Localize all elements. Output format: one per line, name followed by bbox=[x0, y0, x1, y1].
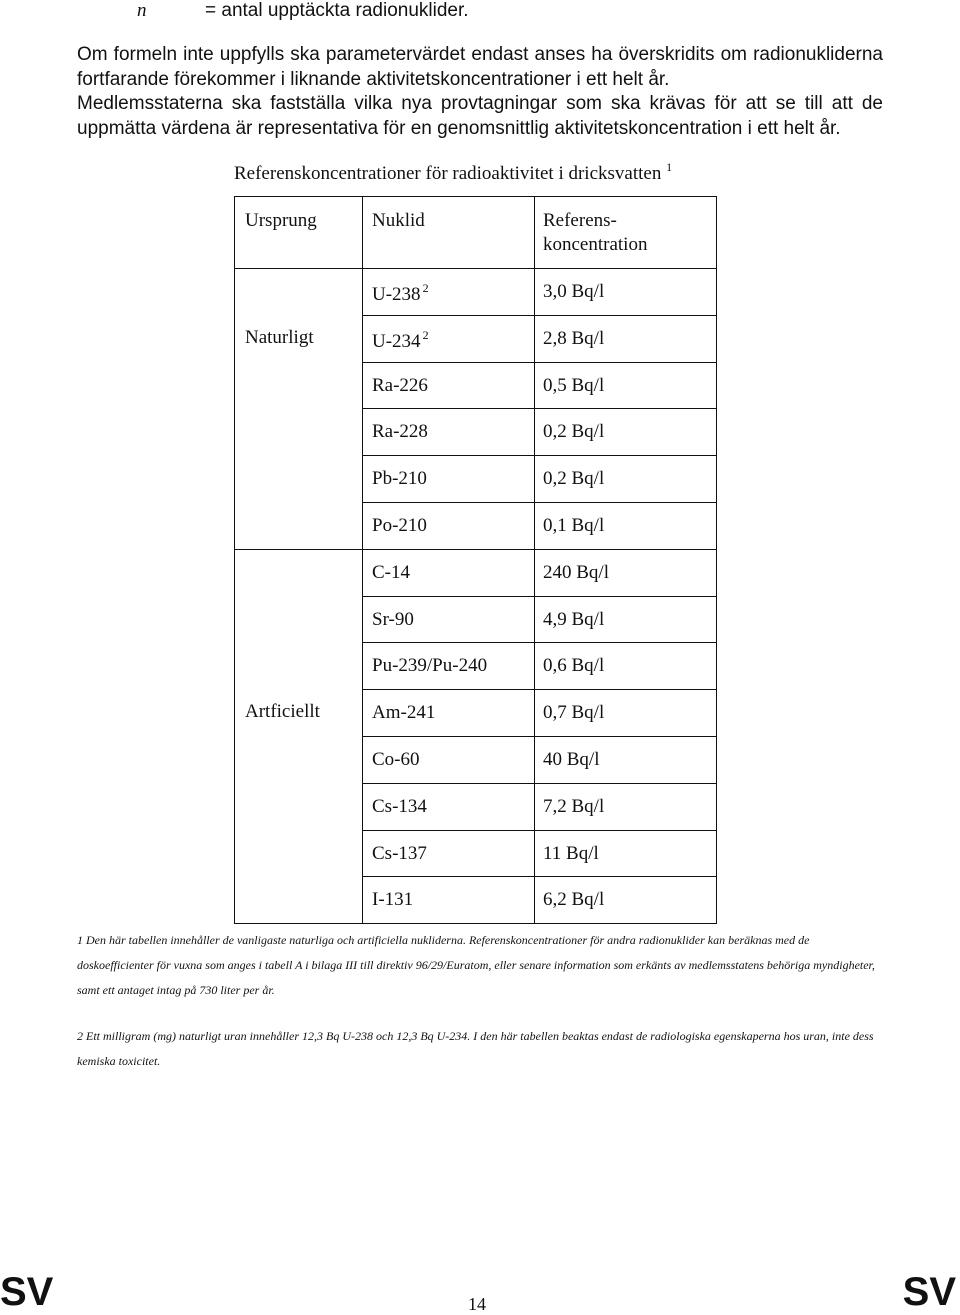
page-number: 14 bbox=[468, 1294, 486, 1314]
nuclide-footnote-ref: 2 bbox=[422, 327, 429, 342]
table-border-right bbox=[716, 196, 717, 923]
nuclide-name: U-234 bbox=[372, 330, 421, 352]
table-cell-reference-value: 6,2 Bq/l bbox=[543, 889, 605, 911]
table-row-divider bbox=[362, 830, 717, 831]
table-caption bbox=[234, 160, 672, 185]
table-cell-reference-value: 7,2 Bq/l bbox=[543, 795, 605, 817]
definition-text: = antal upptäckta radionuklider. bbox=[205, 0, 469, 21]
group-artificial: Artficiellt bbox=[245, 701, 320, 722]
table-border-left bbox=[234, 196, 235, 923]
nuclide-name: Cs-137 bbox=[372, 842, 427, 864]
table-cell-reference-value: 2,8 Bq/l bbox=[543, 327, 605, 349]
nuclide-name: Co-60 bbox=[372, 749, 420, 770]
table-cell-reference-value: 0,5 Bq/l bbox=[543, 374, 605, 396]
nuclide-name: Ra-226 bbox=[372, 374, 428, 396]
nuclide-name: Sr-90 bbox=[372, 608, 414, 630]
table-row-divider bbox=[362, 689, 717, 690]
table-column-divider bbox=[534, 196, 535, 923]
table-cell-reference-value: 11 Bq/l bbox=[543, 842, 599, 864]
table-cell-reference-value: 40 Bq/l bbox=[543, 749, 600, 770]
nuclide-name: Cs-134 bbox=[372, 795, 427, 817]
nuclide-name: Pu-239/Pu-240 bbox=[372, 655, 488, 677]
header-origin: Ursprung bbox=[245, 210, 317, 231]
table-column-divider bbox=[362, 196, 363, 923]
footer-language-right: SV bbox=[902, 1270, 956, 1314]
footnote-2: 2 Ett milligram (mg) naturligt uran innehåller 12,3 Bq U-238 och 12,3 Bq U-234. I den här tabellen beaktas endast de radiologiska egenskaperna hos uran, inte dess kemiska toxicitet. bbox=[77, 1029, 874, 1068]
table-row-divider bbox=[362, 642, 717, 643]
header-nuclide: Nuklid bbox=[372, 210, 425, 231]
table-row-divider bbox=[362, 315, 717, 316]
table-header-divider bbox=[234, 268, 717, 269]
table-cell-nuclide bbox=[372, 702, 435, 724]
table-cell-reference-value: 0,7 Bq/l bbox=[543, 702, 605, 724]
nuclide-name: Am-241 bbox=[372, 702, 436, 724]
table-cell-nuclide bbox=[372, 515, 427, 537]
table-cell-reference-value: 0,1 Bq/l bbox=[543, 515, 605, 536]
table-cell-nuclide bbox=[372, 468, 427, 490]
table-border-top bbox=[234, 196, 717, 197]
group-natural: Naturligt bbox=[245, 327, 314, 348]
table-cell-reference-value: 3,0 Bq/l bbox=[543, 281, 605, 302]
table-row-divider bbox=[362, 596, 717, 597]
table-cell-reference-value: 0,2 Bq/l bbox=[543, 468, 605, 490]
table-cell-nuclide bbox=[372, 421, 428, 443]
nuclide-name: U-238 bbox=[372, 284, 421, 305]
table-cell-nuclide bbox=[372, 796, 427, 818]
paragraph-formula-condition: Om formeln inte uppfylls ska parametervärdet endast anses ha överskridits om radionukliderna fortfarande förekommer i liknande aktivitetskoncentrationer i ett helt år. bbox=[77, 44, 883, 90]
table-cell-reference-value: 0,6 Bq/l bbox=[543, 655, 605, 677]
table-group-divider bbox=[234, 549, 362, 550]
nuclide-name: Ra-228 bbox=[372, 421, 428, 443]
table-border-bottom bbox=[234, 923, 717, 924]
table-cell-reference-value: 240 Bq/l bbox=[543, 561, 609, 583]
table-cell-nuclide bbox=[372, 749, 420, 771]
table-cell-nuclide bbox=[372, 328, 429, 353]
table-cell-nuclide bbox=[372, 843, 427, 865]
table-cell-nuclide bbox=[372, 562, 410, 584]
table-row-divider bbox=[362, 736, 717, 737]
table-cell-reference-value: 4,9 Bq/l bbox=[543, 608, 605, 630]
footer-language-left: SV bbox=[0, 1270, 54, 1314]
table-row-divider bbox=[362, 549, 717, 550]
table-cell-nuclide bbox=[372, 375, 428, 397]
nuclide-footnote-ref: 2 bbox=[422, 281, 429, 295]
table-cell-nuclide bbox=[372, 889, 413, 911]
table-cell-nuclide bbox=[372, 609, 414, 631]
footnote-1: 1 Den här tabellen innehåller de vanligaste naturliga och artificiella nukliderna. Referenskoncentrationer för andra radionuklider kan beräknas med de doskoefficienter för vuxna som anges i tabell A i bilaga III till direktiv 96/29/Euratom, eller senare information som erkänts av medlemsstatens behöriga myndigheter, samt ett antaget intag på 730 liter per år. bbox=[77, 933, 875, 997]
table-row-divider bbox=[362, 455, 717, 456]
table-row-divider bbox=[362, 783, 717, 784]
table-row-divider bbox=[362, 408, 717, 409]
nuclide-name: C-14 bbox=[372, 561, 410, 583]
nuclide-name: Po-210 bbox=[372, 515, 427, 536]
table-row-divider bbox=[362, 362, 717, 363]
table-cell-nuclide bbox=[372, 281, 429, 306]
definition-variable: n bbox=[137, 0, 147, 21]
nuclide-name: Pb-210 bbox=[372, 468, 427, 490]
paragraph-sampling: Medlemsstaterna ska fastställa vilka nya provtagningar som ska krävas för att se till att de uppmätta värdena är representativa för en genomsnittlig aktivitetskoncentration i ett helt år. bbox=[77, 93, 883, 139]
header-reference-line2: koncentration bbox=[543, 234, 648, 255]
table-row-divider bbox=[362, 502, 717, 503]
table-caption-footnote-ref: 1 bbox=[666, 160, 673, 174]
nuclide-name: I-131 bbox=[372, 889, 414, 911]
table-row-divider bbox=[362, 876, 717, 877]
table-cell-reference-value: 0,2 Bq/l bbox=[543, 421, 605, 443]
definition-line bbox=[0, 0, 960, 26]
header-reference-line1: Referens- bbox=[543, 210, 617, 231]
table-caption-text: Referenskoncentrationer för radioaktivitet i dricksvatten bbox=[234, 163, 662, 184]
table-cell-nuclide bbox=[372, 655, 487, 677]
